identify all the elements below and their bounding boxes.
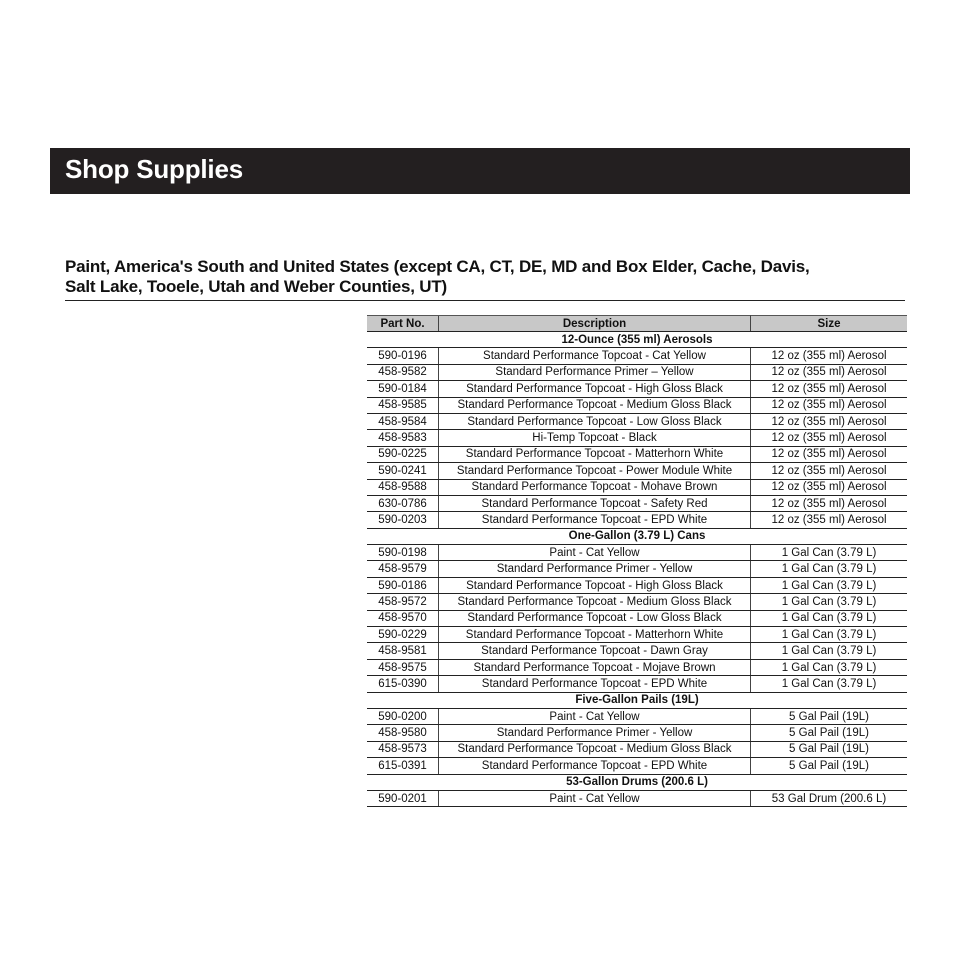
- part-number-cell: 458-9582: [367, 364, 439, 380]
- table-group-row: [367, 528, 907, 544]
- table-row: [367, 741, 907, 757]
- page-title: Shop Supplies: [65, 154, 243, 184]
- table-row: [367, 463, 907, 479]
- description-cell: Standard Performance Topcoat - Mojave Brown: [439, 659, 751, 675]
- section-heading-line-1: Paint, America's South and United States (except CA, CT, DE, MD and Box Elder, Cache, Davis,: [65, 257, 810, 276]
- description-cell: Standard Performance Topcoat - Medium Gloss Black: [439, 594, 751, 610]
- part-number-cell: 458-9575: [367, 659, 439, 675]
- part-number-cell: 590-0196: [367, 348, 439, 364]
- size-cell: 12 oz (355 ml) Aerosol: [751, 381, 908, 397]
- part-number-cell: 458-9579: [367, 561, 439, 577]
- description-cell: Standard Performance Topcoat - EPD White: [439, 758, 751, 774]
- size-cell: 1 Gal Can (3.79 L): [751, 577, 908, 593]
- table-row: [367, 381, 907, 397]
- table-row: [367, 479, 907, 495]
- table-row: [367, 577, 907, 593]
- description-cell: Standard Performance Primer - Yellow: [439, 725, 751, 741]
- heading-divider: [65, 300, 905, 301]
- description-cell: Standard Performance Topcoat - Safety Red: [439, 495, 751, 511]
- column-header-part-no: Part No.: [367, 316, 439, 332]
- size-cell: 1 Gal Can (3.79 L): [751, 594, 908, 610]
- table-row: [367, 659, 907, 675]
- table-row: [367, 627, 907, 643]
- size-cell: 53 Gal Drum (200.6 L): [751, 790, 908, 806]
- table-row: [367, 364, 907, 380]
- table-row: [367, 495, 907, 511]
- size-cell: 12 oz (355 ml) Aerosol: [751, 413, 908, 429]
- table-group-row: [367, 774, 907, 790]
- description-cell: Standard Performance Topcoat - Medium Gloss Black: [439, 397, 751, 413]
- size-cell: 12 oz (355 ml) Aerosol: [751, 512, 908, 528]
- page-banner: [50, 148, 910, 194]
- column-header-description: Description: [439, 316, 751, 332]
- table-row: [367, 610, 907, 626]
- part-number-cell: 590-0186: [367, 577, 439, 593]
- description-cell: Standard Performance Topcoat - Matterhorn White: [439, 446, 751, 462]
- table-row: [367, 512, 907, 528]
- paint-parts-table: [367, 315, 907, 807]
- size-cell: 1 Gal Can (3.79 L): [751, 545, 908, 561]
- table-row: [367, 397, 907, 413]
- section-heading: [65, 257, 905, 297]
- description-cell: Standard Performance Topcoat - EPD White: [439, 676, 751, 692]
- size-cell: 12 oz (355 ml) Aerosol: [751, 397, 908, 413]
- size-cell: 12 oz (355 ml) Aerosol: [751, 495, 908, 511]
- part-number-cell: 458-9573: [367, 741, 439, 757]
- table-group-row: [367, 692, 907, 708]
- description-cell: Standard Performance Topcoat - Dawn Gray: [439, 643, 751, 659]
- part-number-cell: 630-0786: [367, 495, 439, 511]
- part-number-cell: 458-9570: [367, 610, 439, 626]
- table-body: [367, 332, 907, 807]
- part-number-cell: 615-0391: [367, 758, 439, 774]
- part-number-cell: 590-0200: [367, 708, 439, 724]
- section-heading-line-2: Salt Lake, Tooele, Utah and Weber Counties, UT): [65, 277, 447, 296]
- group-title: 12-Ounce (355 ml) Aerosols: [367, 332, 907, 348]
- table-row: [367, 758, 907, 774]
- part-number-cell: 590-0229: [367, 627, 439, 643]
- table-header-row: [367, 316, 907, 332]
- size-cell: 12 oz (355 ml) Aerosol: [751, 348, 908, 364]
- size-cell: 5 Gal Pail (19L): [751, 725, 908, 741]
- table-row: [367, 790, 907, 806]
- size-cell: 1 Gal Can (3.79 L): [751, 610, 908, 626]
- size-cell: 1 Gal Can (3.79 L): [751, 676, 908, 692]
- part-number-cell: 458-9584: [367, 413, 439, 429]
- description-cell: Standard Performance Topcoat - Cat Yellow: [439, 348, 751, 364]
- size-cell: 12 oz (355 ml) Aerosol: [751, 479, 908, 495]
- size-cell: 12 oz (355 ml) Aerosol: [751, 364, 908, 380]
- part-number-cell: 458-9572: [367, 594, 439, 610]
- part-number-cell: 590-0241: [367, 463, 439, 479]
- table-row: [367, 725, 907, 741]
- table-row: [367, 643, 907, 659]
- size-cell: 1 Gal Can (3.79 L): [751, 659, 908, 675]
- description-cell: Standard Performance Topcoat - Matterhorn White: [439, 627, 751, 643]
- description-cell: Standard Performance Topcoat - EPD White: [439, 512, 751, 528]
- table-row: [367, 413, 907, 429]
- part-number-cell: 458-9588: [367, 479, 439, 495]
- group-title: Five-Gallon Pails (19L): [367, 692, 907, 708]
- description-cell: Standard Performance Topcoat - High Gloss Black: [439, 577, 751, 593]
- description-cell: Paint - Cat Yellow: [439, 790, 751, 806]
- table-row: [367, 561, 907, 577]
- part-number-cell: 590-0198: [367, 545, 439, 561]
- size-cell: 1 Gal Can (3.79 L): [751, 643, 908, 659]
- size-cell: 1 Gal Can (3.79 L): [751, 561, 908, 577]
- description-cell: Standard Performance Topcoat - High Gloss Black: [439, 381, 751, 397]
- part-number-cell: 590-0184: [367, 381, 439, 397]
- description-cell: Paint - Cat Yellow: [439, 545, 751, 561]
- size-cell: 12 oz (355 ml) Aerosol: [751, 430, 908, 446]
- table-group-row: [367, 332, 907, 348]
- column-header-size: Size: [751, 316, 908, 332]
- description-cell: Standard Performance Primer – Yellow: [439, 364, 751, 380]
- table-row: [367, 676, 907, 692]
- description-cell: Standard Performance Topcoat - Mohave Brown: [439, 479, 751, 495]
- group-title: One-Gallon (3.79 L) Cans: [367, 528, 907, 544]
- table-row: [367, 348, 907, 364]
- description-cell: Standard Performance Topcoat - Power Module White: [439, 463, 751, 479]
- part-number-cell: 590-0201: [367, 790, 439, 806]
- part-number-cell: 590-0225: [367, 446, 439, 462]
- table-row: [367, 594, 907, 610]
- size-cell: 1 Gal Can (3.79 L): [751, 627, 908, 643]
- table-row: [367, 545, 907, 561]
- part-number-cell: 458-9580: [367, 725, 439, 741]
- part-number-cell: 615-0390: [367, 676, 439, 692]
- table-row: [367, 446, 907, 462]
- table-row: [367, 430, 907, 446]
- description-cell: Hi-Temp Topcoat - Black: [439, 430, 751, 446]
- description-cell: Standard Performance Primer - Yellow: [439, 561, 751, 577]
- description-cell: Paint - Cat Yellow: [439, 708, 751, 724]
- size-cell: 12 oz (355 ml) Aerosol: [751, 463, 908, 479]
- size-cell: 5 Gal Pail (19L): [751, 708, 908, 724]
- description-cell: Standard Performance Topcoat - Low Gloss Black: [439, 413, 751, 429]
- description-cell: Standard Performance Topcoat - Medium Gloss Black: [439, 741, 751, 757]
- part-number-cell: 590-0203: [367, 512, 439, 528]
- size-cell: 5 Gal Pail (19L): [751, 741, 908, 757]
- size-cell: 12 oz (355 ml) Aerosol: [751, 446, 908, 462]
- part-number-cell: 458-9583: [367, 430, 439, 446]
- part-number-cell: 458-9585: [367, 397, 439, 413]
- size-cell: 5 Gal Pail (19L): [751, 758, 908, 774]
- part-number-cell: 458-9581: [367, 643, 439, 659]
- table-row: [367, 708, 907, 724]
- description-cell: Standard Performance Topcoat - Low Gloss Black: [439, 610, 751, 626]
- group-title: 53-Gallon Drums (200.6 L): [367, 774, 907, 790]
